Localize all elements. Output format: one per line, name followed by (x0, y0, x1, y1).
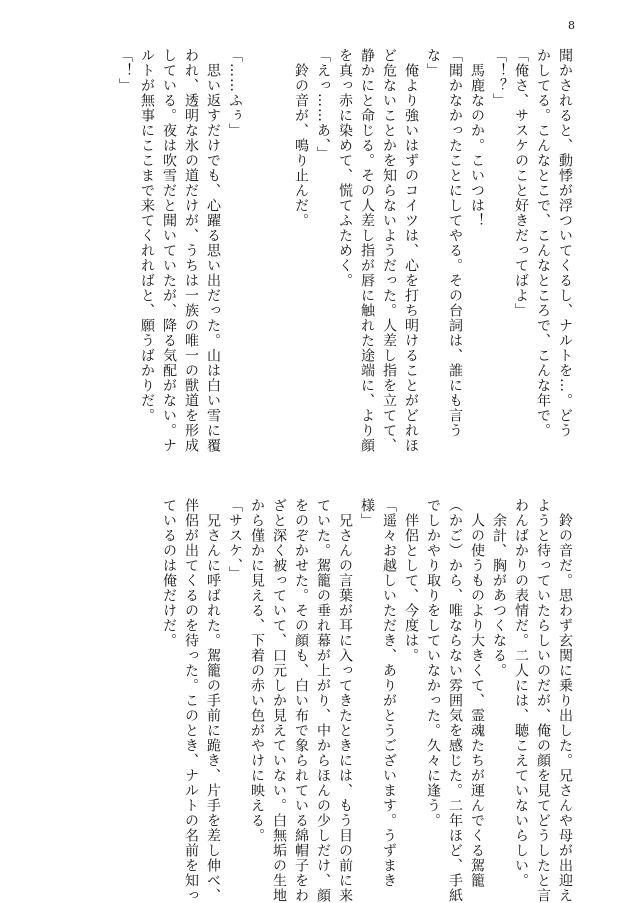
text-line: 伴侶として、今度は。 (403, 498, 419, 663)
text-line: 馬鹿なのか。こいつは！ (469, 48, 485, 228)
text-line: から僅かに見える、下着の赤い色がやけに映える。 (249, 498, 265, 843)
text-line: ていた。駕籠の垂れ幕が上がり、中からほんの少しだけ、顔 (315, 498, 331, 903)
text-line: を真っ赤に染めて、慌てふためく。 (337, 48, 353, 288)
text-line: ているのは俺だけだ。 (161, 498, 177, 648)
text-line: 兄さんに呼ばれた。駕籠の手前に跪き、片手を差し伸べ、 (205, 498, 221, 903)
text-line (246, 48, 268, 448)
text-line: わんばかりの表情だ。二人には、聴こえていないらしい。 (513, 498, 529, 888)
text-line (268, 48, 290, 448)
text-line: 兄さんの言葉が耳に入ってきたときには、もう目の前に来 (337, 498, 353, 903)
text-line: 「俺さ、サスケのこと好きだってばよ」 (513, 48, 529, 318)
text-line: 聞かされると、動悸が浮ついてくるし、ナルトを…。どう (557, 48, 573, 438)
text-line: 「えっ……あ、」 (315, 48, 331, 161)
page-number: 8 (568, 19, 575, 32)
text-line: 鈴の音だ。思わず玄関に乗り出した。兄さんや母が出迎え (557, 498, 573, 903)
text-line: 「遥々お越しいただき、ありがとうございます。うずまき (381, 498, 397, 888)
text-line: 余計、胸があつくなる。 (491, 498, 507, 678)
text-line: かしてる。こんなとこで、こんなところで、こんな年で。 (535, 48, 551, 438)
text-line: でしかやり取りをしていなかった。久々に逢う。 (425, 498, 441, 828)
text-line: 「聞かなかったことにしてやる。その台詞は、誰にも言う (447, 48, 463, 438)
text-line: している。夜は吹雪だと聞いていたが、降る気配がない。ナ (161, 48, 177, 453)
body-text-upper (114, 48, 576, 453)
text-line: ルトが無事にここまで来てくれればと、願うばかりだ。 (139, 48, 155, 423)
body-text-lower (158, 498, 576, 903)
text-line: 「！？」 (491, 48, 507, 108)
text-line: われ、透明な氷の道だけが、うちは一族の唯一の獣道を形成 (183, 48, 199, 453)
text-line: な」 (425, 48, 441, 78)
text-line: 様」 (359, 498, 375, 528)
text-line: ど危ないことかを知らないようだった。人差し指を立てて、 (381, 48, 397, 453)
text-line: をのぞかせた。その顔も、白い布で象られている綿帽子をわ (293, 498, 309, 903)
text-line: 「！」 (117, 48, 133, 93)
text-line: ようと待っていたらしいのだが、俺の顔を見てどうしたと言 (535, 498, 551, 903)
text-line: （かご）から、唯ならない雰囲気を感じた。二年ほど、手紙 (447, 498, 463, 903)
text-line: 俺より強いはずのコイツは、心を打ち明けることがどれほ (403, 48, 419, 453)
text-line: 伴侶が出てくるのを待った。このとき、ナルトの名前を知っ (183, 498, 199, 903)
text-line: 「……ふぅ」 (227, 48, 243, 138)
text-line: 鈴の音が、鳴り止んだ。 (293, 48, 309, 228)
text-line: ざと深く被っていて、口元しか見えていない。白無垢の生地 (271, 498, 287, 903)
text-line: 「サスケ、」 (227, 498, 243, 581)
text-line: 静かにと命じる。その人差し指が唇に触れた途端に、より顔 (359, 48, 375, 453)
text-line: 人の使うものより大きくて、霊魂たちが運んでくる駕籠 (469, 498, 485, 888)
text-line: 思い返すだけでも、心躍る思い出だった。山は白い雪に覆 (205, 48, 221, 453)
